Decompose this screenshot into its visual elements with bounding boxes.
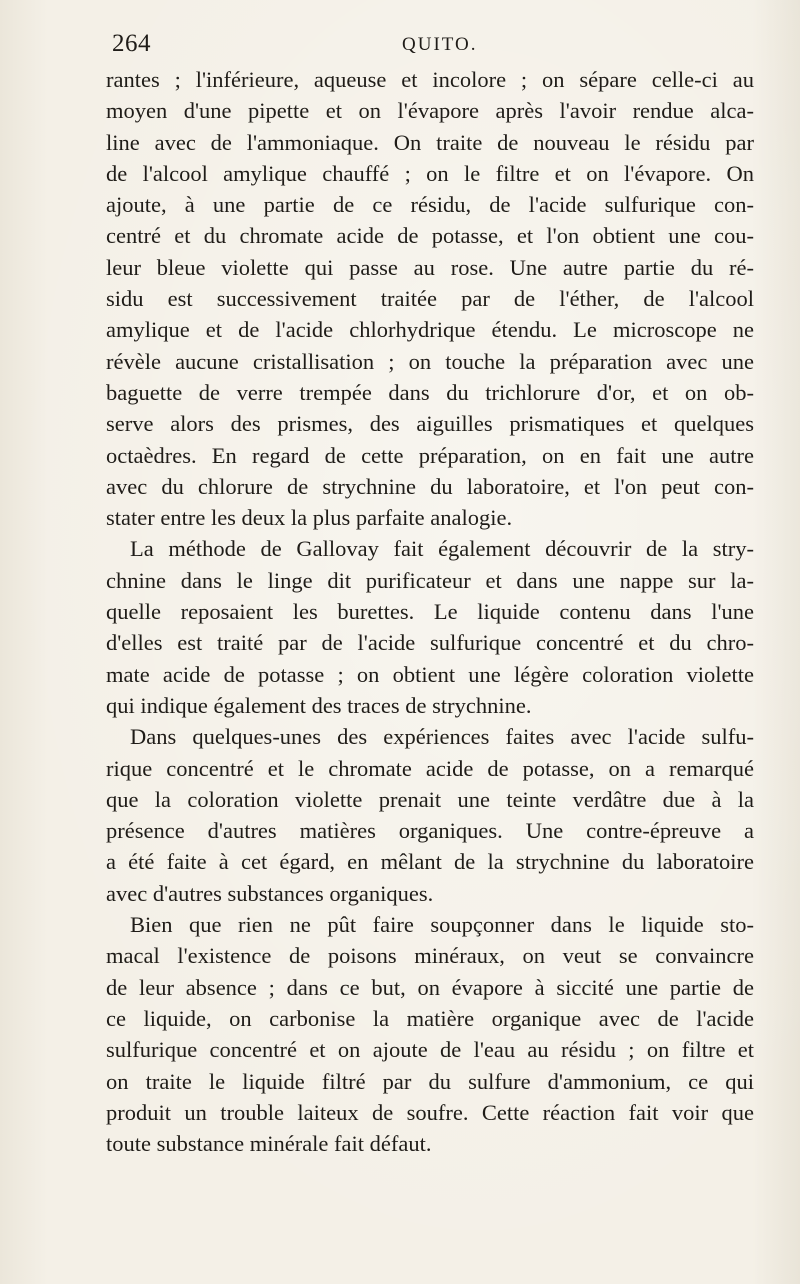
text-line: avec d'autres substances organiques. xyxy=(106,880,434,906)
paragraph xyxy=(106,909,754,1159)
paragraph xyxy=(106,721,754,909)
text-line: octaèdres. En regard de cette préparation, on en fait une autre xyxy=(106,442,754,468)
text-line: qui indique également des traces de strychnine. xyxy=(106,692,532,718)
text-line: on traite le liquide filtré par du sulfure d'ammonium, ce qui xyxy=(106,1068,754,1094)
text-line: leur bleue violette qui passe au rose. Une autre partie du ré- xyxy=(106,254,754,280)
text-line: de l'alcool amylique chauffé ; on le filtre et on l'évapore. On xyxy=(106,160,754,186)
running-head: QUITO. xyxy=(402,34,478,55)
text-line: baguette de verre trempée dans du trichlorure d'or, et on ob- xyxy=(106,379,754,405)
page-number: 264 xyxy=(112,30,151,57)
text-line: mate acide de potasse ; on obtient une légère coloration violette xyxy=(106,661,754,687)
text-line: stater entre les deux la plus parfaite analogie. xyxy=(106,505,513,531)
text-line: que la coloration violette prenait une teinte verdâtre due à la xyxy=(106,786,754,812)
text-line: toute substance minérale fait défaut. xyxy=(106,1131,432,1157)
page-header xyxy=(112,30,752,62)
text-line: rantes ; l'inférieure, aqueuse et incolore ; on sépare celle-ci au xyxy=(106,67,754,92)
text-line: serve alors des prismes, des aiguilles prismatiques et quelques xyxy=(106,411,754,437)
text-line: a été faite à cet égard, en mêlant de la strychnine du laboratoire xyxy=(106,849,754,875)
text-line: ce liquide, on carbonise la matière organique avec de l'acide xyxy=(106,1005,754,1031)
text-line: La méthode de Gallovay fait également découvrir de la stry- xyxy=(130,536,754,562)
text-line: avec du chlorure de strychnine du laboratoire, et l'on peut con- xyxy=(106,473,754,499)
text-line: Bien que rien ne pût faire soupçonner dans le liquide sto- xyxy=(130,912,754,938)
text-line: line avec de l'ammoniaque. On traite de nouveau le résidu par xyxy=(106,129,754,155)
text-line: rique concentré et le chromate acide de potasse, on a remarqué xyxy=(106,755,754,781)
text-line: sidu est successivement traitée par de l'éther, de l'alcool xyxy=(106,286,754,312)
text-line: de leur absence ; dans ce but, on évapore à siccité une partie de xyxy=(106,974,754,1000)
text-line: centré et du chromate acide de potasse, et l'on obtient une cou- xyxy=(106,223,754,249)
text-line: chnine dans le linge dit purificateur et dans une nappe sur la- xyxy=(106,567,754,593)
text-line: quelle reposaient les burettes. Le liquide contenu dans l'une xyxy=(106,599,754,625)
text-line: amylique et de l'acide chlorhydrique étendu. Le microscope ne xyxy=(106,317,754,343)
paragraph xyxy=(106,64,754,533)
text-line: révèle aucune cristallisation ; on touche la préparation avec une xyxy=(106,348,754,374)
paragraph xyxy=(106,533,754,721)
text-line: macal l'existence de poisons minéraux, on veut se convaincre xyxy=(106,943,754,969)
text-line: d'elles est traité par de l'acide sulfurique concentré et du chro- xyxy=(106,630,754,656)
text-line: ajoute, à une partie de ce résidu, de l'acide sulfurique con- xyxy=(106,192,754,218)
text-line: Dans quelques-unes des expériences faites avec l'acide sulfu- xyxy=(130,724,754,750)
body-text xyxy=(106,64,754,1159)
text-line: moyen d'une pipette et on l'évapore après l'avoir rendue alca- xyxy=(106,98,754,124)
text-line: sulfurique concentré et on ajoute de l'eau au résidu ; on filtre et xyxy=(106,1037,754,1063)
text-line: présence d'autres matières organiques. Une contre-épreuve a xyxy=(106,818,754,844)
text-line: produit un trouble laiteux de soufre. Cette réaction fait voir que xyxy=(106,1099,754,1125)
